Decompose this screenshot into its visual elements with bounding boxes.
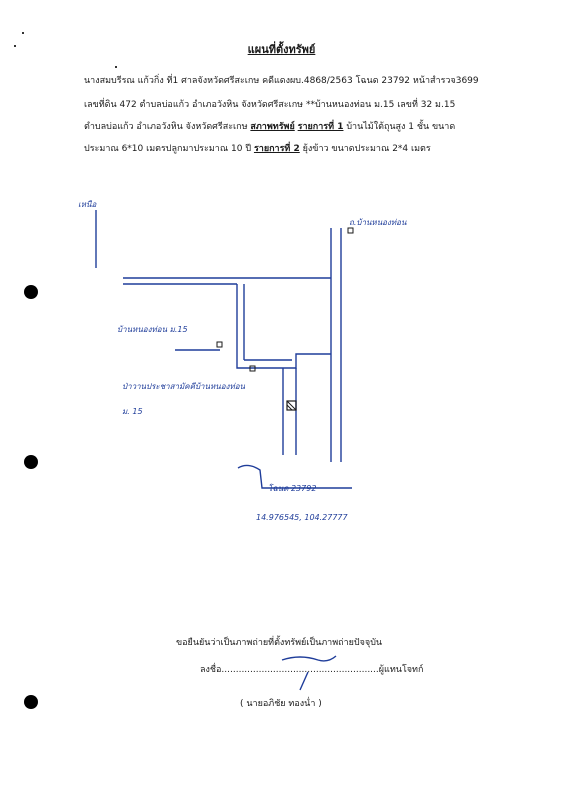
moo-label: ม. 15: [122, 407, 143, 416]
house-marker-hatch: [287, 401, 296, 410]
item-2-label: รายการที่ 2: [253, 144, 300, 154]
signer-name: ( นายอภิชัย ทองน่ำ ): [240, 699, 322, 709]
school-label: ป่าวานประชาสามัคคีบ้านหนองท่อน: [122, 382, 246, 391]
village-label: บ้านหนองท่อน ม.15: [117, 325, 188, 334]
signature-role: ผู้แทนโจทก์: [378, 665, 424, 675]
road-label: ถ.บ้านหนองท่อน: [349, 218, 407, 227]
deed-label: โฉนด 23792: [268, 484, 317, 493]
certification-statement: ขอยืนยันว่าเป็นภาพถ่ายที่ตั้งทรัพย์เป็นภาพถ่ายปัจจุบัน: [176, 638, 383, 648]
para-text: ประมาณ 6*10 เมตรปลูกมาประมาณ 10 ปี: [84, 144, 254, 154]
signature-line: [200, 662, 423, 676]
item-1-label: รายการที่ 1: [297, 122, 344, 132]
para-text: ยุ้งข้าว ขนาดประมาณ 2*4 เมตร: [299, 144, 431, 154]
plot-boundary: [237, 284, 331, 368]
coordinates-label: 14.976545, 104.27777: [256, 513, 348, 522]
north-label: เหนือ: [78, 200, 97, 209]
para-line-1: นางสมบรีรณ แก้วกิ่ง ที่1 ศาลจังหวัดศรีสะเกษ คดีแดงผบ.4868/2563 โฉนด 23792 หน้าสำรวจ3699: [84, 76, 479, 86]
signature-mark: [282, 656, 336, 661]
property-condition-label: สภาพทรัพย์: [250, 122, 295, 132]
village-marker: [217, 342, 222, 347]
signature-prefix: ลงชื่อ.......................................................: [200, 665, 379, 675]
page-title: แผนที่ตั้งทรัพย์: [247, 43, 316, 56]
para-line-2: เลขที่ดิน 472 ตำบลบ่อแก้ว อำเภอวังหิน จังหวัดศรีสะเกษ **บ้านหนองท่อน ม.15 เลขที่ 32 ม.15: [84, 100, 456, 110]
para-text: บ้านไม้ใต้ถุนสูง 1 ชั้น ขนาด: [343, 122, 456, 132]
para-text: ตำบลบ่อแก้ว อำเภอวังหิน จังหวัดศรีสะเกษ: [84, 122, 251, 132]
